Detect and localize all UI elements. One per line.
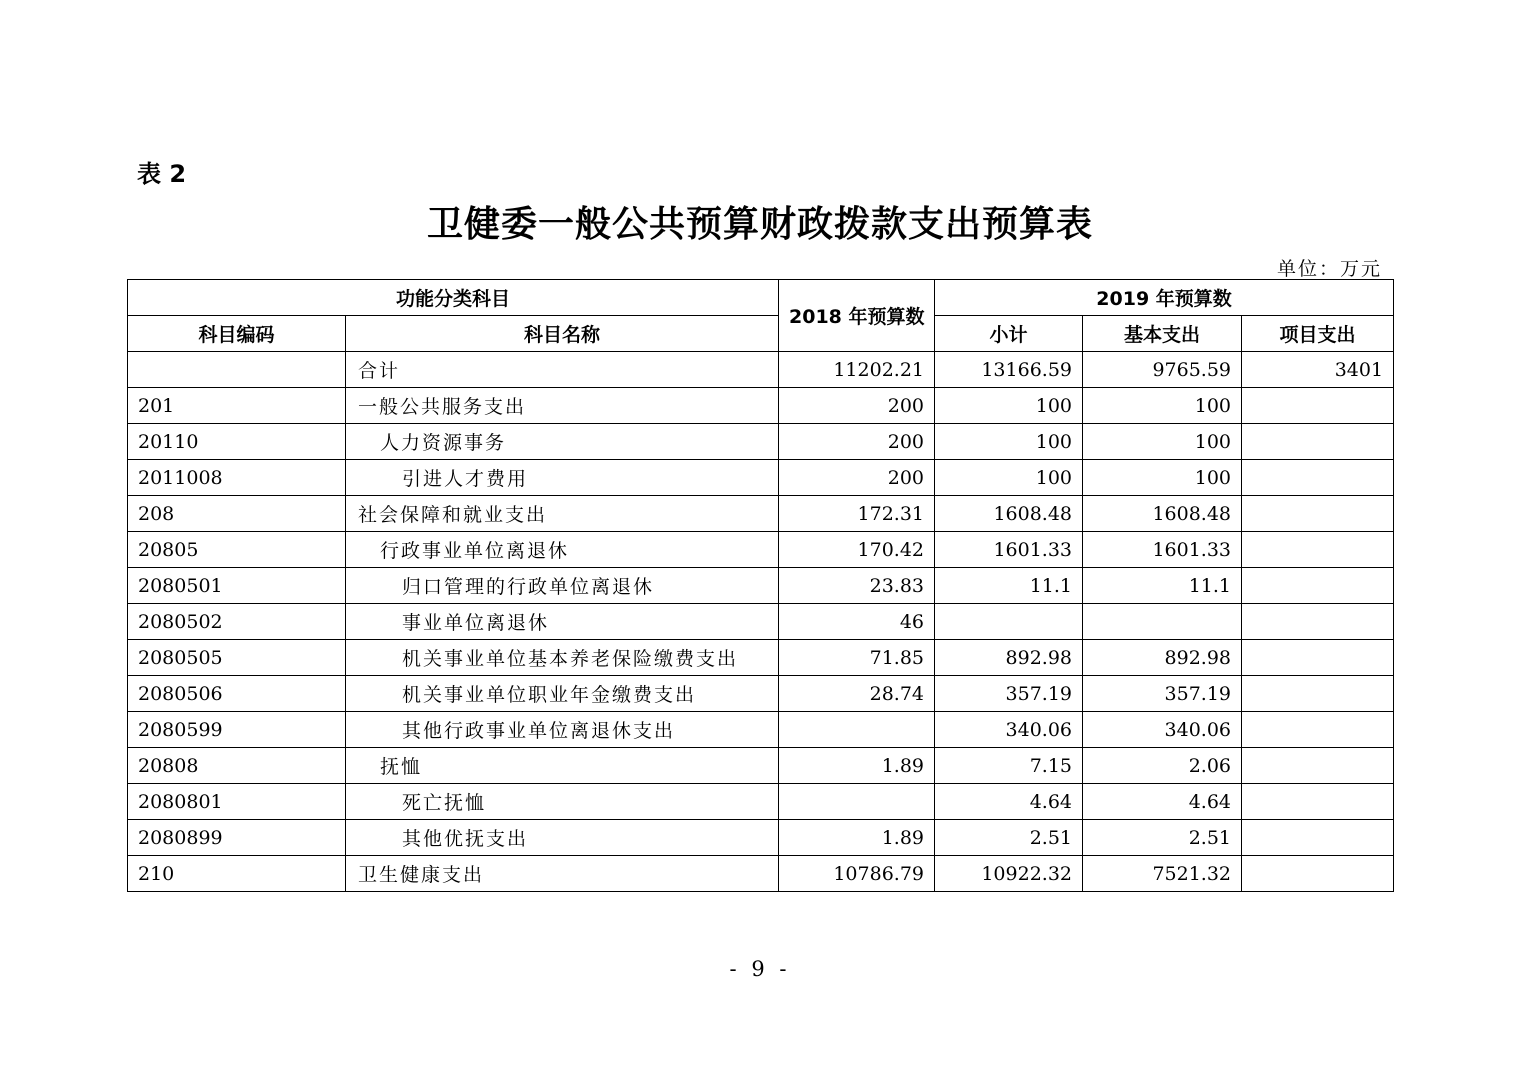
unit-label: 单位：万元: [1276, 258, 1382, 280]
row-project-cell: 3401: [1242, 352, 1394, 388]
row-project-cell: [1242, 856, 1394, 892]
row-name-cell: 其他行政事业单位离退休支出: [346, 712, 779, 748]
row-code-cell: 20110: [128, 424, 346, 460]
row-subtotal-cell: 13166.59: [935, 352, 1083, 388]
row-budget-2018-cell: 11202.21: [779, 352, 935, 388]
row-name-cell: 引进人才费用: [346, 460, 779, 496]
row-name-cell: 死亡抚恤: [346, 784, 779, 820]
row-project-cell: [1242, 568, 1394, 604]
row-name-cell: 机关事业单位职业年金缴费支出: [346, 676, 779, 712]
table-row: [128, 532, 1394, 568]
row-budget-2018-cell: 10786.79: [779, 856, 935, 892]
page-title: 卫健委一般公共预算财政拨款支出预算表: [426, 204, 1093, 245]
row-name-cell: 人力资源事务: [346, 424, 779, 460]
table-number-label: 表 2: [137, 160, 187, 188]
row-basic-cell: 1608.48: [1083, 496, 1242, 532]
row-name-cell: 一般公共服务支出: [346, 388, 779, 424]
row-budget-2018-cell: [779, 712, 935, 748]
row-budget-2018-cell: 170.42: [779, 532, 935, 568]
row-subtotal-cell: 100: [935, 424, 1083, 460]
row-code-cell: 2080505: [128, 640, 346, 676]
table-row: [128, 856, 1394, 892]
row-budget-2018-cell: 71.85: [779, 640, 935, 676]
row-code-cell: 210: [128, 856, 346, 892]
row-code-cell: 2011008: [128, 460, 346, 496]
row-code-cell: 2080801: [128, 784, 346, 820]
header-row-top: [128, 280, 1394, 316]
row-code-cell: 20805: [128, 532, 346, 568]
row-name-cell: 社会保障和就业支出: [346, 496, 779, 532]
row-subtotal-cell: 357.19: [935, 676, 1083, 712]
table-row: [128, 712, 1394, 748]
table-row: [128, 604, 1394, 640]
table-row: [128, 352, 1394, 388]
subtotal-header: 小计: [935, 316, 1083, 352]
table-row: [128, 784, 1394, 820]
table-body: [128, 352, 1394, 892]
row-basic-cell: 11.1: [1083, 568, 1242, 604]
table-row: [128, 460, 1394, 496]
row-budget-2018-cell: 200: [779, 460, 935, 496]
name-header: 科目名称: [346, 316, 779, 352]
row-project-cell: [1242, 784, 1394, 820]
row-project-cell: [1242, 532, 1394, 568]
row-subtotal-cell: 4.64: [935, 784, 1083, 820]
row-project-cell: [1242, 496, 1394, 532]
row-subtotal-cell: 1601.33: [935, 532, 1083, 568]
row-name-cell: 机关事业单位基本养老保险缴费支出: [346, 640, 779, 676]
row-subtotal-cell: 2.51: [935, 820, 1083, 856]
row-project-cell: [1242, 640, 1394, 676]
row-basic-cell: 9765.59: [1083, 352, 1242, 388]
row-name-cell: 抚恤: [346, 748, 779, 784]
row-basic-cell: 1601.33: [1083, 532, 1242, 568]
row-basic-cell: 100: [1083, 424, 1242, 460]
table-row: [128, 820, 1394, 856]
function-class-header: 功能分类科目: [128, 280, 779, 316]
header-row-bottom: [128, 316, 1394, 352]
row-subtotal-cell: [935, 604, 1083, 640]
budget-table: [127, 279, 1394, 892]
row-basic-cell: 2.06: [1083, 748, 1242, 784]
row-basic-cell: [1083, 604, 1242, 640]
row-budget-2018-cell: 28.74: [779, 676, 935, 712]
code-header: 科目编码: [128, 316, 346, 352]
row-name-cell: 其他优抚支出: [346, 820, 779, 856]
row-subtotal-cell: 340.06: [935, 712, 1083, 748]
row-name-cell: 事业单位离退休: [346, 604, 779, 640]
basic-header: 基本支出: [1083, 316, 1242, 352]
row-code-cell: 2080501: [128, 568, 346, 604]
row-subtotal-cell: 1608.48: [935, 496, 1083, 532]
row-subtotal-cell: 11.1: [935, 568, 1083, 604]
row-project-cell: [1242, 820, 1394, 856]
table-row: [128, 424, 1394, 460]
row-project-cell: [1242, 388, 1394, 424]
row-code-cell: 20808: [128, 748, 346, 784]
row-budget-2018-cell: 1.89: [779, 820, 935, 856]
row-budget-2018-cell: 1.89: [779, 748, 935, 784]
row-code-cell: 201: [128, 388, 346, 424]
row-name-cell: 合计: [346, 352, 779, 388]
row-name-cell: 卫生健康支出: [346, 856, 779, 892]
row-basic-cell: 2.51: [1083, 820, 1242, 856]
row-project-cell: [1242, 748, 1394, 784]
row-basic-cell: 100: [1083, 388, 1242, 424]
row-code-cell: 2080502: [128, 604, 346, 640]
row-subtotal-cell: 100: [935, 460, 1083, 496]
row-budget-2018-cell: [779, 784, 935, 820]
row-code-cell: 2080599: [128, 712, 346, 748]
table-row: [128, 676, 1394, 712]
row-subtotal-cell: 7.15: [935, 748, 1083, 784]
budget-2019-header: 2019 年预算数: [935, 280, 1394, 316]
row-budget-2018-cell: 46: [779, 604, 935, 640]
page-number: - 9 -: [729, 957, 791, 981]
row-subtotal-cell: 892.98: [935, 640, 1083, 676]
table-row: [128, 388, 1394, 424]
row-project-cell: [1242, 460, 1394, 496]
row-basic-cell: 100: [1083, 460, 1242, 496]
row-code-cell: 208: [128, 496, 346, 532]
project-header: 项目支出: [1242, 316, 1394, 352]
row-budget-2018-cell: 200: [779, 388, 935, 424]
table-row: [128, 748, 1394, 784]
row-project-cell: [1242, 604, 1394, 640]
table-header: [128, 280, 1394, 352]
row-code-cell: 2080506: [128, 676, 346, 712]
row-code-cell: [128, 352, 346, 388]
row-name-cell: 归口管理的行政单位离退休: [346, 568, 779, 604]
row-code-cell: 2080899: [128, 820, 346, 856]
row-subtotal-cell: 100: [935, 388, 1083, 424]
row-basic-cell: 892.98: [1083, 640, 1242, 676]
row-basic-cell: 340.06: [1083, 712, 1242, 748]
row-name-cell: 行政事业单位离退休: [346, 532, 779, 568]
table-row: [128, 640, 1394, 676]
row-basic-cell: 4.64: [1083, 784, 1242, 820]
row-basic-cell: 357.19: [1083, 676, 1242, 712]
budget-2018-header: 2018 年预算数: [779, 280, 935, 352]
row-budget-2018-cell: 200: [779, 424, 935, 460]
table-row: [128, 496, 1394, 532]
row-basic-cell: 7521.32: [1083, 856, 1242, 892]
row-budget-2018-cell: 172.31: [779, 496, 935, 532]
row-budget-2018-cell: 23.83: [779, 568, 935, 604]
row-project-cell: [1242, 676, 1394, 712]
row-subtotal-cell: 10922.32: [935, 856, 1083, 892]
table-row: [128, 568, 1394, 604]
row-project-cell: [1242, 424, 1394, 460]
row-project-cell: [1242, 712, 1394, 748]
